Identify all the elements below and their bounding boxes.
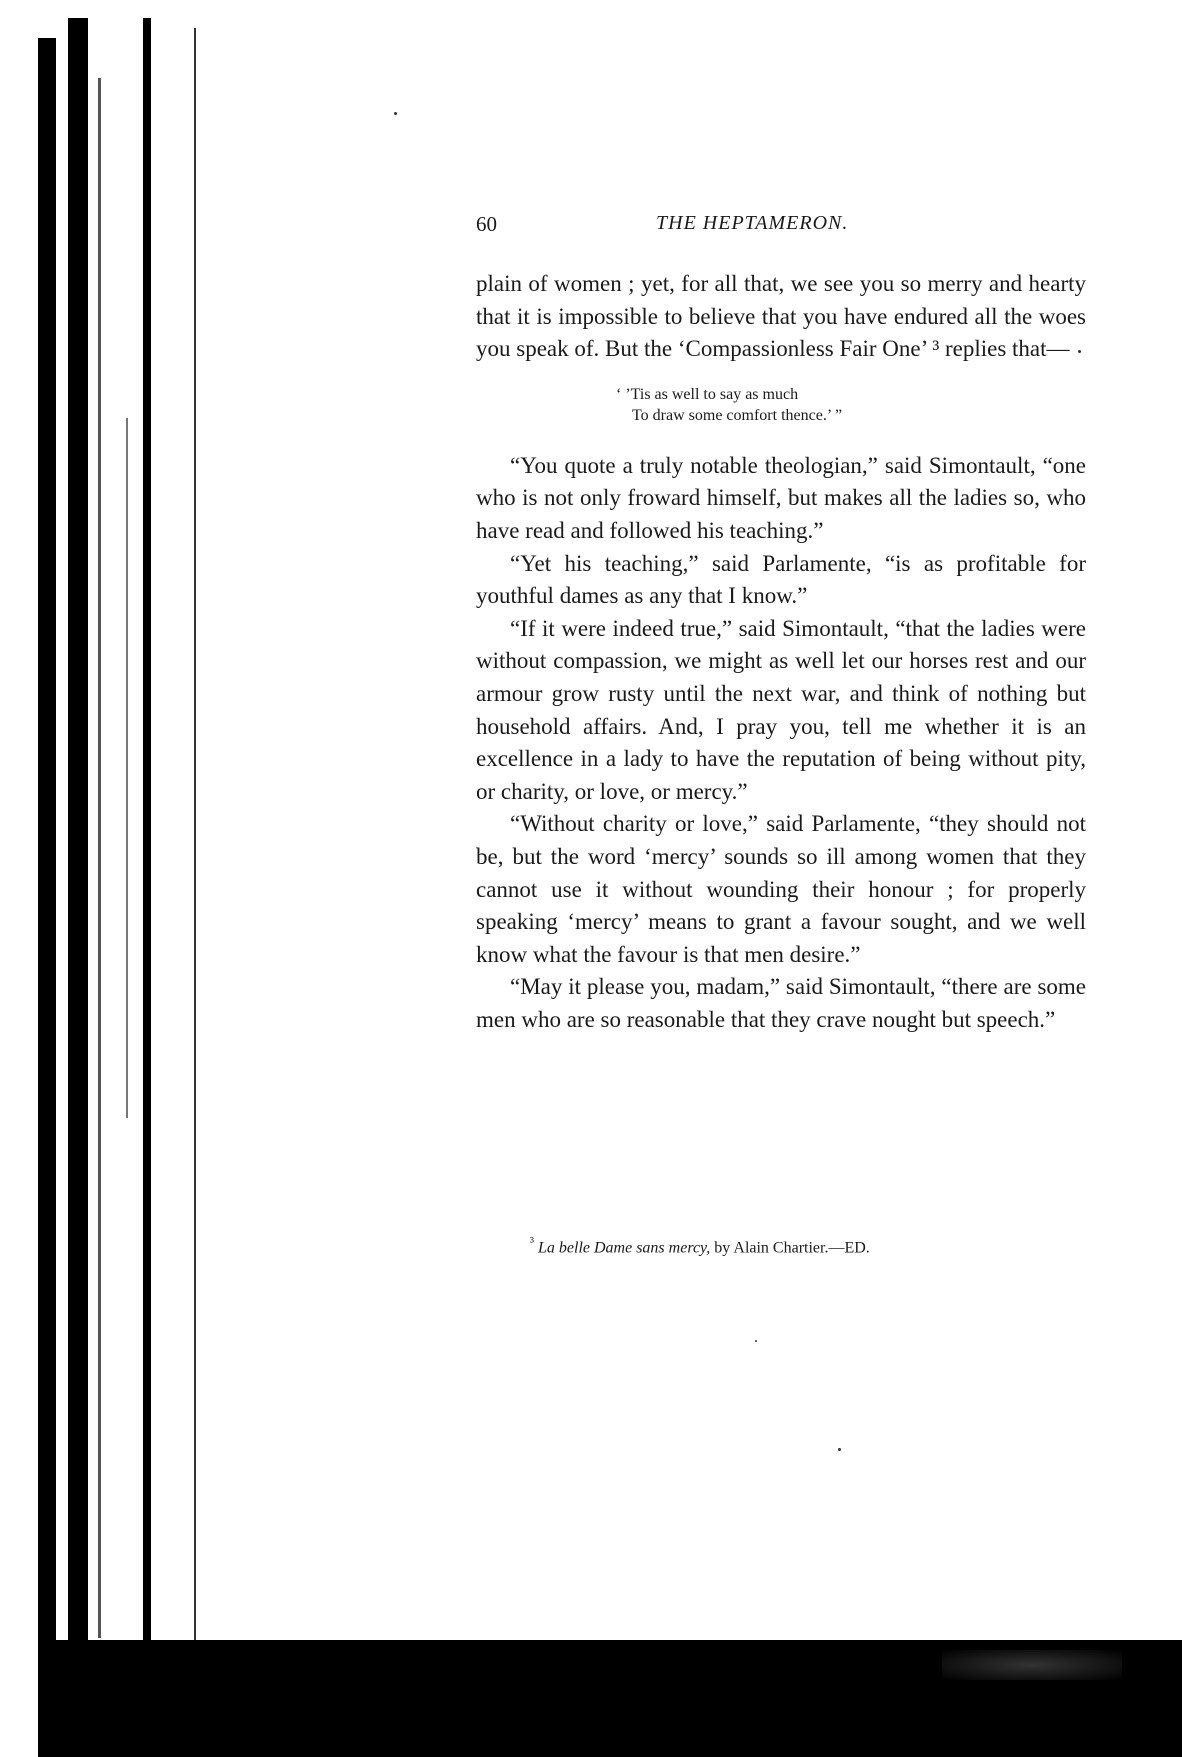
paragraph: “Without charity or love,” said Parlamente, “they should not be, but the word ‘mercy’ sounds so ill among women that they cannot use it without wounding their honour ; for properly speaking ‘mercy’ means to grant a favour sought, and we well know what the favour is that men desire.” xyxy=(476,811,1086,967)
paragraph: “Yet his teaching,” said Parlamente, “is as profitable for youthful dames as any that I know.” xyxy=(476,550,1086,609)
scan-smudge xyxy=(942,1650,1122,1680)
scan-speck xyxy=(394,112,397,115)
paragraph: “You quote a truly notable theologian,” said Simontault, “one who is not only froward himself, but makes all the ladies so, who have read and followed his teaching.” xyxy=(476,452,1086,543)
binding-line xyxy=(98,78,101,1638)
verse-quote xyxy=(616,384,1086,426)
paragraph: “May it please you, madam,” said Simontault, “there are some men who are so reasonable that they crave nought but speech.” xyxy=(476,974,1086,1032)
page-header xyxy=(476,212,1096,242)
scan-speck xyxy=(755,1340,757,1342)
page-number: 60 xyxy=(476,212,497,236)
footnote-title: La belle Dame sans mercy, xyxy=(538,1239,711,1257)
footnote-marker: ³ xyxy=(530,1234,534,1249)
verse-line: To draw some comfort thence.’ ” xyxy=(632,406,843,424)
footnote xyxy=(530,1234,1090,1257)
binding-bar xyxy=(38,38,56,1658)
binding-line xyxy=(194,28,196,1648)
scan-bottom-edge xyxy=(38,1640,1182,1757)
binding-bar xyxy=(143,18,151,1648)
body-text xyxy=(476,268,1086,1036)
binding-bar xyxy=(68,18,88,1658)
binding-shadow xyxy=(38,18,198,1658)
binding-line xyxy=(126,418,128,1118)
footnote-text: by Alain Chartier.—ED. xyxy=(714,1239,870,1257)
running-title: THE HEPTAMERON. xyxy=(656,212,849,234)
paragraph: “If it were indeed true,” said Simontault, “that the ladies were without compassion, we might as well let our horses rest and our armour grow rusty until the next war, and think of nothing but household affairs. And, I pray you, tell me whether it is an excellence in a lady to have the reputation of being without pity, or charity, or love, or mercy.” xyxy=(476,615,1086,804)
verse-line: ‘ ’Tis as well to say as much xyxy=(616,385,799,403)
paragraph: plain of women ; yet, for all that, we see you so merry and hearty that it is impossible to believe that you have endured all the woes you speak of. But the ‘Compassionless Fair One’ ³ replies that— xyxy=(476,271,1086,362)
scan-speck xyxy=(838,1448,841,1451)
